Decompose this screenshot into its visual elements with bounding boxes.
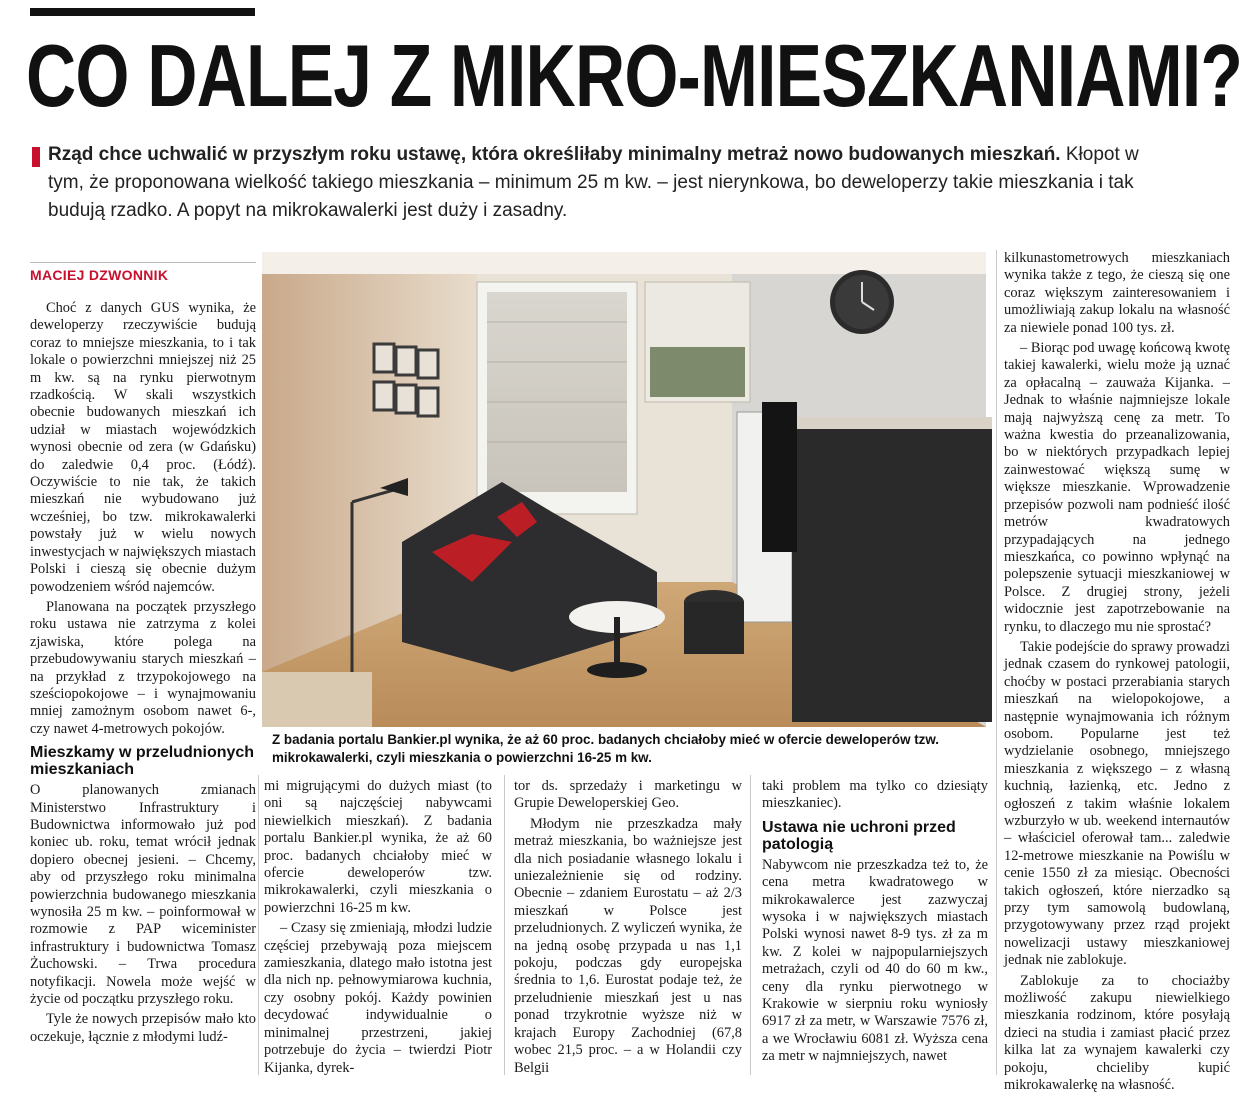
lead-marker [32,147,40,167]
col3-paragraph: tor ds. sprzedaży i marketingu w Grupie Deweloperskiej Geo. [514,778,742,812]
lead-regular: Kłopot w tym, że proponowana wielkość takiego mieszkania – minimum 25 m kw. – jest nierynkowa, bo deweloperzy takie mieszkania i tak budują rzadko. A popyt na mikrokawalerki jest duży i zasadny. [48,144,1139,221]
col1-paragraph: Planowana na początek przyszłego roku ustawa nie zatrzyma z kolei zjawiska, które polega na przebudowywaniu starych mieszkań – na przykład z trzypokojowego na sześciopokojowe – i wynajmowaniu mniej zamożnym osobom nawet 6-, czy nawet 4-metrowych pokojów. [30,598,256,737]
col2-paragraph: – Czasy się zmieniają, młodzi ludzie częściej przebywają poza miejscem zamieszkania, dlatego mało istotna jest dla nich np. pełnowymiarowa kuchnia, czy osobny pokój. Każdy powinien decydować indywidualnie o minimalnej przestrzeni, jakiej potrzebuje do życia – twierdzi Piotr Kijanka, dyrek- [264,920,492,1076]
column-divider [996,250,997,1075]
column-4 [762,778,988,1080]
col5-paragraph: Takie podejście do sprawy prowadzi jednak czasem do rynkowej patologii, choćby w postaci przerabiania starych mieszkań na wielopokojowe, a następnie wynajmowania ich różnym osobom. Popularne jest też wydzielanie osobnego, mniejszego mieszkania z większego – z własną kuchnią, łazienką, etc. Jedno z ogłoszeń z takim właśnie lokalem wzburzyło w ub. weekend internautów – właściciel oferował tam... zaledwie 12-metrowe mieszkanie na Powiślu w cenie 1550 zł za miesiąc. Obecności takich ogłoszeń, które nierzadko są przy tym samowolą budowlaną, przygotowywany przez rząd projekt nowelizacji ustawy mieszkaniowej jednak nie zablokuje. [1004,638,1230,969]
column-3 [514,778,742,1080]
lead-bold: Rząd chce uchwalić w przyszłym roku ustawę, która określiłaby minimalny metraż nowo budowanych mieszkań. [48,144,1061,165]
col4-paragraph: Nabywcom nie przeszkadza też to, że cena metra kwadratowego w mikrokawalerce jest zazwyczaj wysoka i w największych miastach Polski wynosi nawet 8-9 tys. zł za m kw. Z kolei w najpopularniejszych metrażach, czyli od 40 do 60 m kw., ceny dla rynku pierwotnego w Krakowie w sierpniu roku wyniosły 6917 zł za metr, w Warszawie 7576 zł, a we Wrocławiu 6081 zł. Wyższa cena za metr w najmniejszych, nawet [762,856,988,1065]
column-divider [258,775,259,1075]
top-rule-bar [30,8,255,16]
byline-box [30,262,256,289]
col1-paragraph: Choć z danych GUS wynika, że deweloperzy rzeczywiście budują coraz to mniejsze mieszkania, to i tak lokale o powierzchni mniejszej niż 25 m kw. są na rynku pierwotnym rzadkością. W skali wszystkich obecnie budowanych mieszkań ich udział w miastach wojewódzkich wynosi obecnie od zera (w Gdańsku) do zaledwie 0,4 proc. (Łódź). Oczywiście to nie tak, że takich mieszkań nie wybudowano już wcześniej, bo tzw. mikrokawalerki powstały już w wielu nowych inwestycjach w największych miastach Polski i cieszą się obecnie dużym powodzeniem wśród najemców. [30,300,256,595]
column-2 [264,778,492,1080]
column-divider [504,775,505,1075]
headline: CO DALEJ Z MIKRO-MIESZKANIAMI? [26,26,1242,125]
col5-paragraph: – Biorąc pod uwagę końcową kwotę takiej kawalerki, wielu może ją uznać za opłacalną – zauważa Kijanka. – Jednak to właśnie najmniejsze lokale mają najwyższą cenę za metr. To ważna kwestia do przeanalizowania, bo w niektórych przypadkach lepiej zainwestować większą sumę w większe mieszkanie. Wprowadzenie przepisów pozwoli nam podnieść ilość metrów kwadratowych przypadających na jednego mieszkańca, co powinno wpłynąć na polepszenie sytuacji mieszkaniowej w Polsce. Z drugiej strony, jeżeli widocznie jest zapotrzebowanie na rynku, to dlaczego mu nie sprostać? [1004,340,1230,635]
col2-paragraph: mi migrującymi do dużych miast (to oni są najczęściej nabywcami niewielkich mieszkań). Z badania portalu Bankier.pl wynika, że aż 60 proc. badanych chciałoby mieć w ofercie deweloperów tzw. mikrokawalerki, czyli mieszkania o powierzchni 16-25 m kw. [264,778,492,916]
photo-caption: Z badania portalu Bankier.pl wynika, że aż 60 proc. badanych chciałoby mieć w ofercie deweloperów tzw. mikrokawalerki, czyli mieszkania o powierzchni 16-25 m kw. [272,732,940,765]
column-1 [30,300,256,1080]
lead-paragraph [48,141,1168,225]
byline: MACIEJ DZWONNIK [30,267,169,283]
subheading-2: Ustawa nie uchroni przed patologią [762,818,956,853]
column-5 [1004,250,1230,1094]
apartment-photo [262,252,986,727]
col1-paragraph: Tyle że nowych przepisów mało kto oczekuje, łącznie z młodymi ludź- [30,1011,256,1045]
col5-paragraph: kilkunastometrowych mieszkaniach wynika także z tego, że cieszą się one coraz większym zainteresowaniem i umożliwiają zakup lokalu na własność za niewiele ponad 100 tys. zł. [1004,250,1230,336]
subheading-1: Mieszkamy w przeludnionych mieszkaniach [30,744,255,779]
col1-paragraph: O planowanych zmianach Ministerstwo Infrastruktury i Budownictwa informowało już pod koniec ub. roku, temat wrócił jednak dopiero obecnej jesieni. – Chcemy, aby od przyszłego roku minimalna powierzchnia budowanego mieszkania wynosiła 25 m kw. – poinformował w rozmowie z PAP wiceminister infrastruktury i budownictwa Tomasz Żuchowski. – Trwa procedura notyfikacji. Nowela może wejść w życie od początku przyszłego roku. [30,782,256,1008]
col4-paragraph: taki problem ma tylko co dziesiąty mieszkaniec). [762,778,988,812]
column-divider [750,775,751,1075]
col5-paragraph: Zablokuje za to chociażby możliwość zakupu niewielkiego mieszkania rodzinom, które posyłają dzieci na studia i zamiast płacić przez kilka lat za wynajem kawalerki czy pokoju, chcieliby kupić mikrokawalerkę na własność. [1004,972,1230,1094]
col3-paragraph: Młodym nie przeszkadza mały metraż mieszkania, bo ważniejsze jest dla nich posiadanie własnego lokalu i uniezależnienie się od rodziny. Obecnie – zdaniem Eurostatu – aż 2/3 mieszkań w Polsce jest przeludnionych. Z wyliczeń wynika, że na jedną osobę przypada u nas 1,1 pokoju, podczas gdy europejska średnia to 1,6. Eurostat podaje też, że przeludnienie mieszkań jest u nas ponad trzykrotnie wyższe niż w krajach Europy Zachodniej (67,8 wobec 21,5 proc. – a w Holandii czy Belgii [514,815,742,1076]
